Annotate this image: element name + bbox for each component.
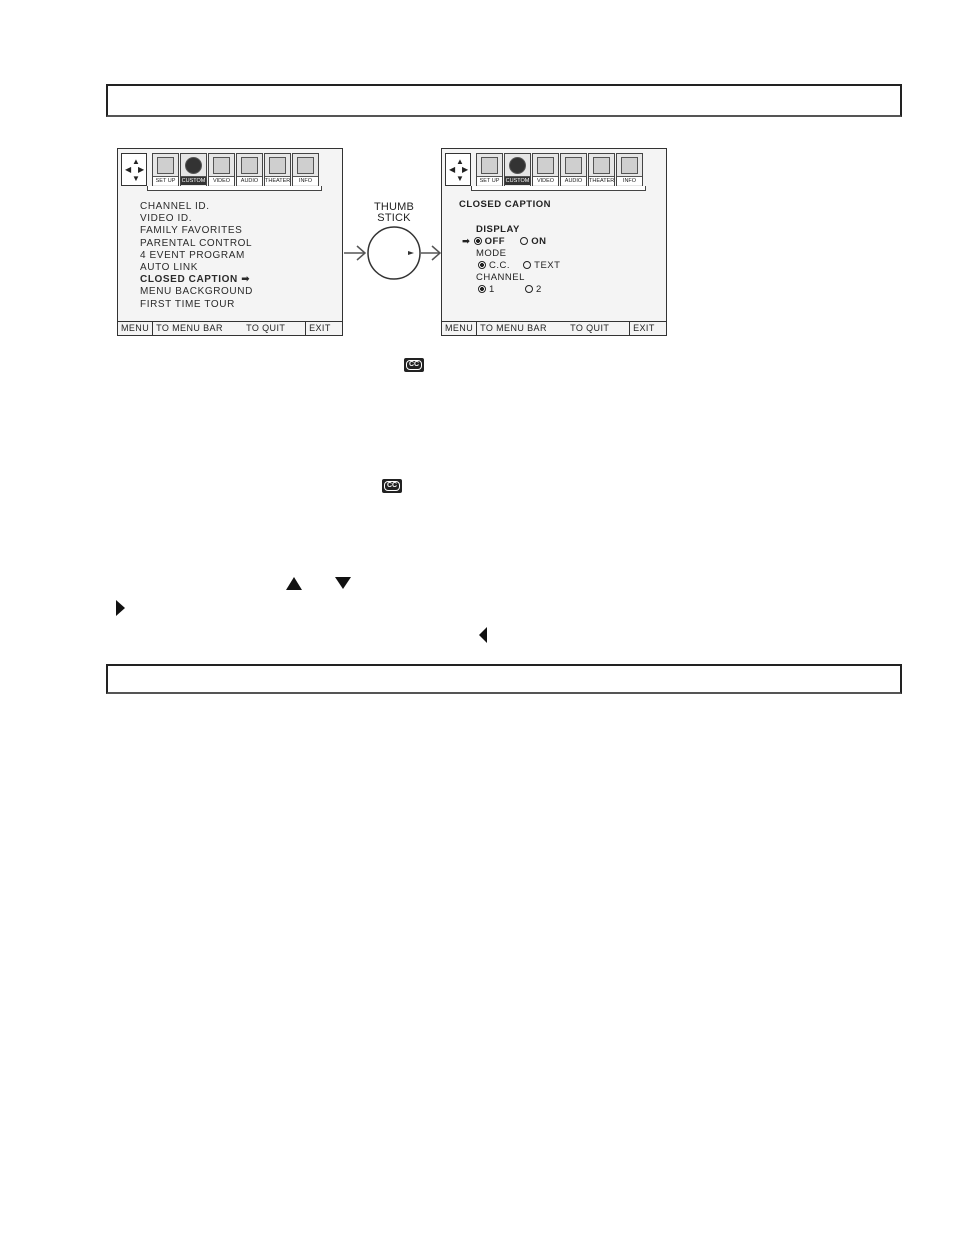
footer-exit: EXIT [305, 322, 334, 335]
radio-selected-icon [478, 261, 486, 269]
channel-2-option[interactable]: 2 [525, 284, 542, 295]
menu-item-first-time-tour[interactable]: FIRST TIME TOUR [140, 298, 235, 310]
tab-underline [147, 186, 322, 191]
menu-icon-bar [445, 153, 663, 189]
radio-empty-icon [523, 261, 531, 269]
closed-caption-screen [441, 148, 667, 336]
radio-selected-icon [478, 285, 486, 293]
footer-menu: MENU [121, 323, 150, 333]
menu-item-family-favorites[interactable]: FAMILY FAVORITES [140, 225, 243, 237]
menu-item-video-id[interactable]: VIDEO ID. [140, 213, 193, 225]
channel-label: CHANNEL [476, 272, 525, 283]
display-row [462, 236, 547, 248]
radio-selected-icon [474, 237, 482, 245]
menu-item-channel-id[interactable]: CHANNEL ID. [140, 201, 210, 212]
display-label: DISPLAY [476, 224, 520, 235]
video-icon [213, 157, 230, 174]
tab-setup[interactable]: SET UP [476, 153, 503, 187]
menu-icon-bar [121, 153, 339, 189]
footer-to-quit: TO QUIT [570, 323, 610, 333]
thumb-label-line2: STICK [377, 212, 411, 224]
setup-icon [481, 157, 498, 174]
menu-item-closed-caption[interactable] [140, 274, 253, 286]
footer-exit: EXIT [629, 322, 658, 335]
menu-footer [442, 321, 666, 335]
up-arrow-icon [286, 577, 302, 590]
right-pointer-arrow-icon: ➡ [462, 236, 471, 247]
tab-audio[interactable]: AUDIO [560, 153, 587, 187]
tab-info[interactable]: INFO [292, 153, 319, 187]
custom-icon [185, 157, 202, 174]
cc-icon: CC [382, 479, 402, 493]
right-arrow-icon [116, 600, 125, 616]
right-pointer-arrow-icon: ➡ [241, 274, 251, 286]
menu-item-parental-control[interactable]: PARENTAL CONTROL [140, 237, 253, 249]
left-arrow-icon [479, 627, 487, 643]
footer-to-quit: TO QUIT [246, 323, 286, 333]
menu-footer [118, 321, 342, 335]
tab-underline [471, 186, 646, 191]
tab-theater[interactable]: THEATER [264, 153, 291, 187]
mode-cc-option[interactable]: C.C. [478, 260, 510, 271]
tab-video[interactable]: VIDEO [532, 153, 559, 187]
custom-icon [509, 157, 526, 174]
thumb-stick-diagram [340, 222, 444, 284]
tab-theater[interactable]: THEATER [588, 153, 615, 187]
info-icon [621, 157, 638, 174]
channel-row [478, 284, 542, 296]
custom-menu-list [140, 201, 253, 311]
closed-caption-label: CLOSED CAPTION [140, 274, 238, 286]
note-box [106, 664, 902, 694]
theater-icon [593, 157, 610, 174]
mode-text-option[interactable]: TEXT [523, 260, 560, 271]
tab-video[interactable]: VIDEO [208, 153, 235, 187]
thumb-stick-right-marker-icon [408, 251, 414, 255]
section-header-box [106, 84, 902, 117]
footer-to-menu-bar: TO MENU BAR [152, 322, 243, 335]
theater-icon [269, 157, 286, 174]
audio-icon [565, 157, 582, 174]
tab-audio[interactable]: AUDIO [236, 153, 263, 187]
tab-setup[interactable]: SET UP [152, 153, 179, 187]
info-icon [297, 157, 314, 174]
navigation-tile: ▲ ◀ ▶ ▼ [445, 153, 471, 186]
menu-item-menu-background[interactable]: MENU BACKGROUND [140, 286, 253, 298]
tab-custom[interactable]: CUSTOM [504, 153, 531, 187]
menu-item-auto-link[interactable]: AUTO LINK [140, 262, 199, 274]
down-arrow-icon [335, 577, 351, 589]
menu-item-4-event-program[interactable]: 4 EVENT PROGRAM [140, 249, 245, 261]
closed-caption-title: CLOSED CAPTION [459, 199, 551, 210]
navigation-tile: ▲ ◀ ▶ ▼ [121, 153, 147, 186]
audio-icon [241, 157, 258, 174]
display-off-option[interactable]: OFF [474, 236, 506, 247]
footer-menu: MENU [445, 323, 474, 333]
thumb-label-line1: THUMB [373, 201, 415, 213]
mode-row [478, 260, 560, 272]
display-on-option[interactable]: ON [520, 236, 546, 247]
tab-custom[interactable]: CUSTOM [180, 153, 207, 187]
footer-to-menu-bar: TO MENU BAR [476, 322, 567, 335]
mode-label: MODE [476, 248, 507, 259]
setup-icon [157, 157, 174, 174]
radio-empty-icon [525, 285, 533, 293]
video-icon [537, 157, 554, 174]
radio-empty-icon [520, 237, 528, 245]
tab-info[interactable]: INFO [616, 153, 643, 187]
cc-icon: CC [404, 358, 424, 372]
custom-menu-screen [117, 148, 343, 336]
channel-1-option[interactable]: 1 [478, 284, 495, 295]
